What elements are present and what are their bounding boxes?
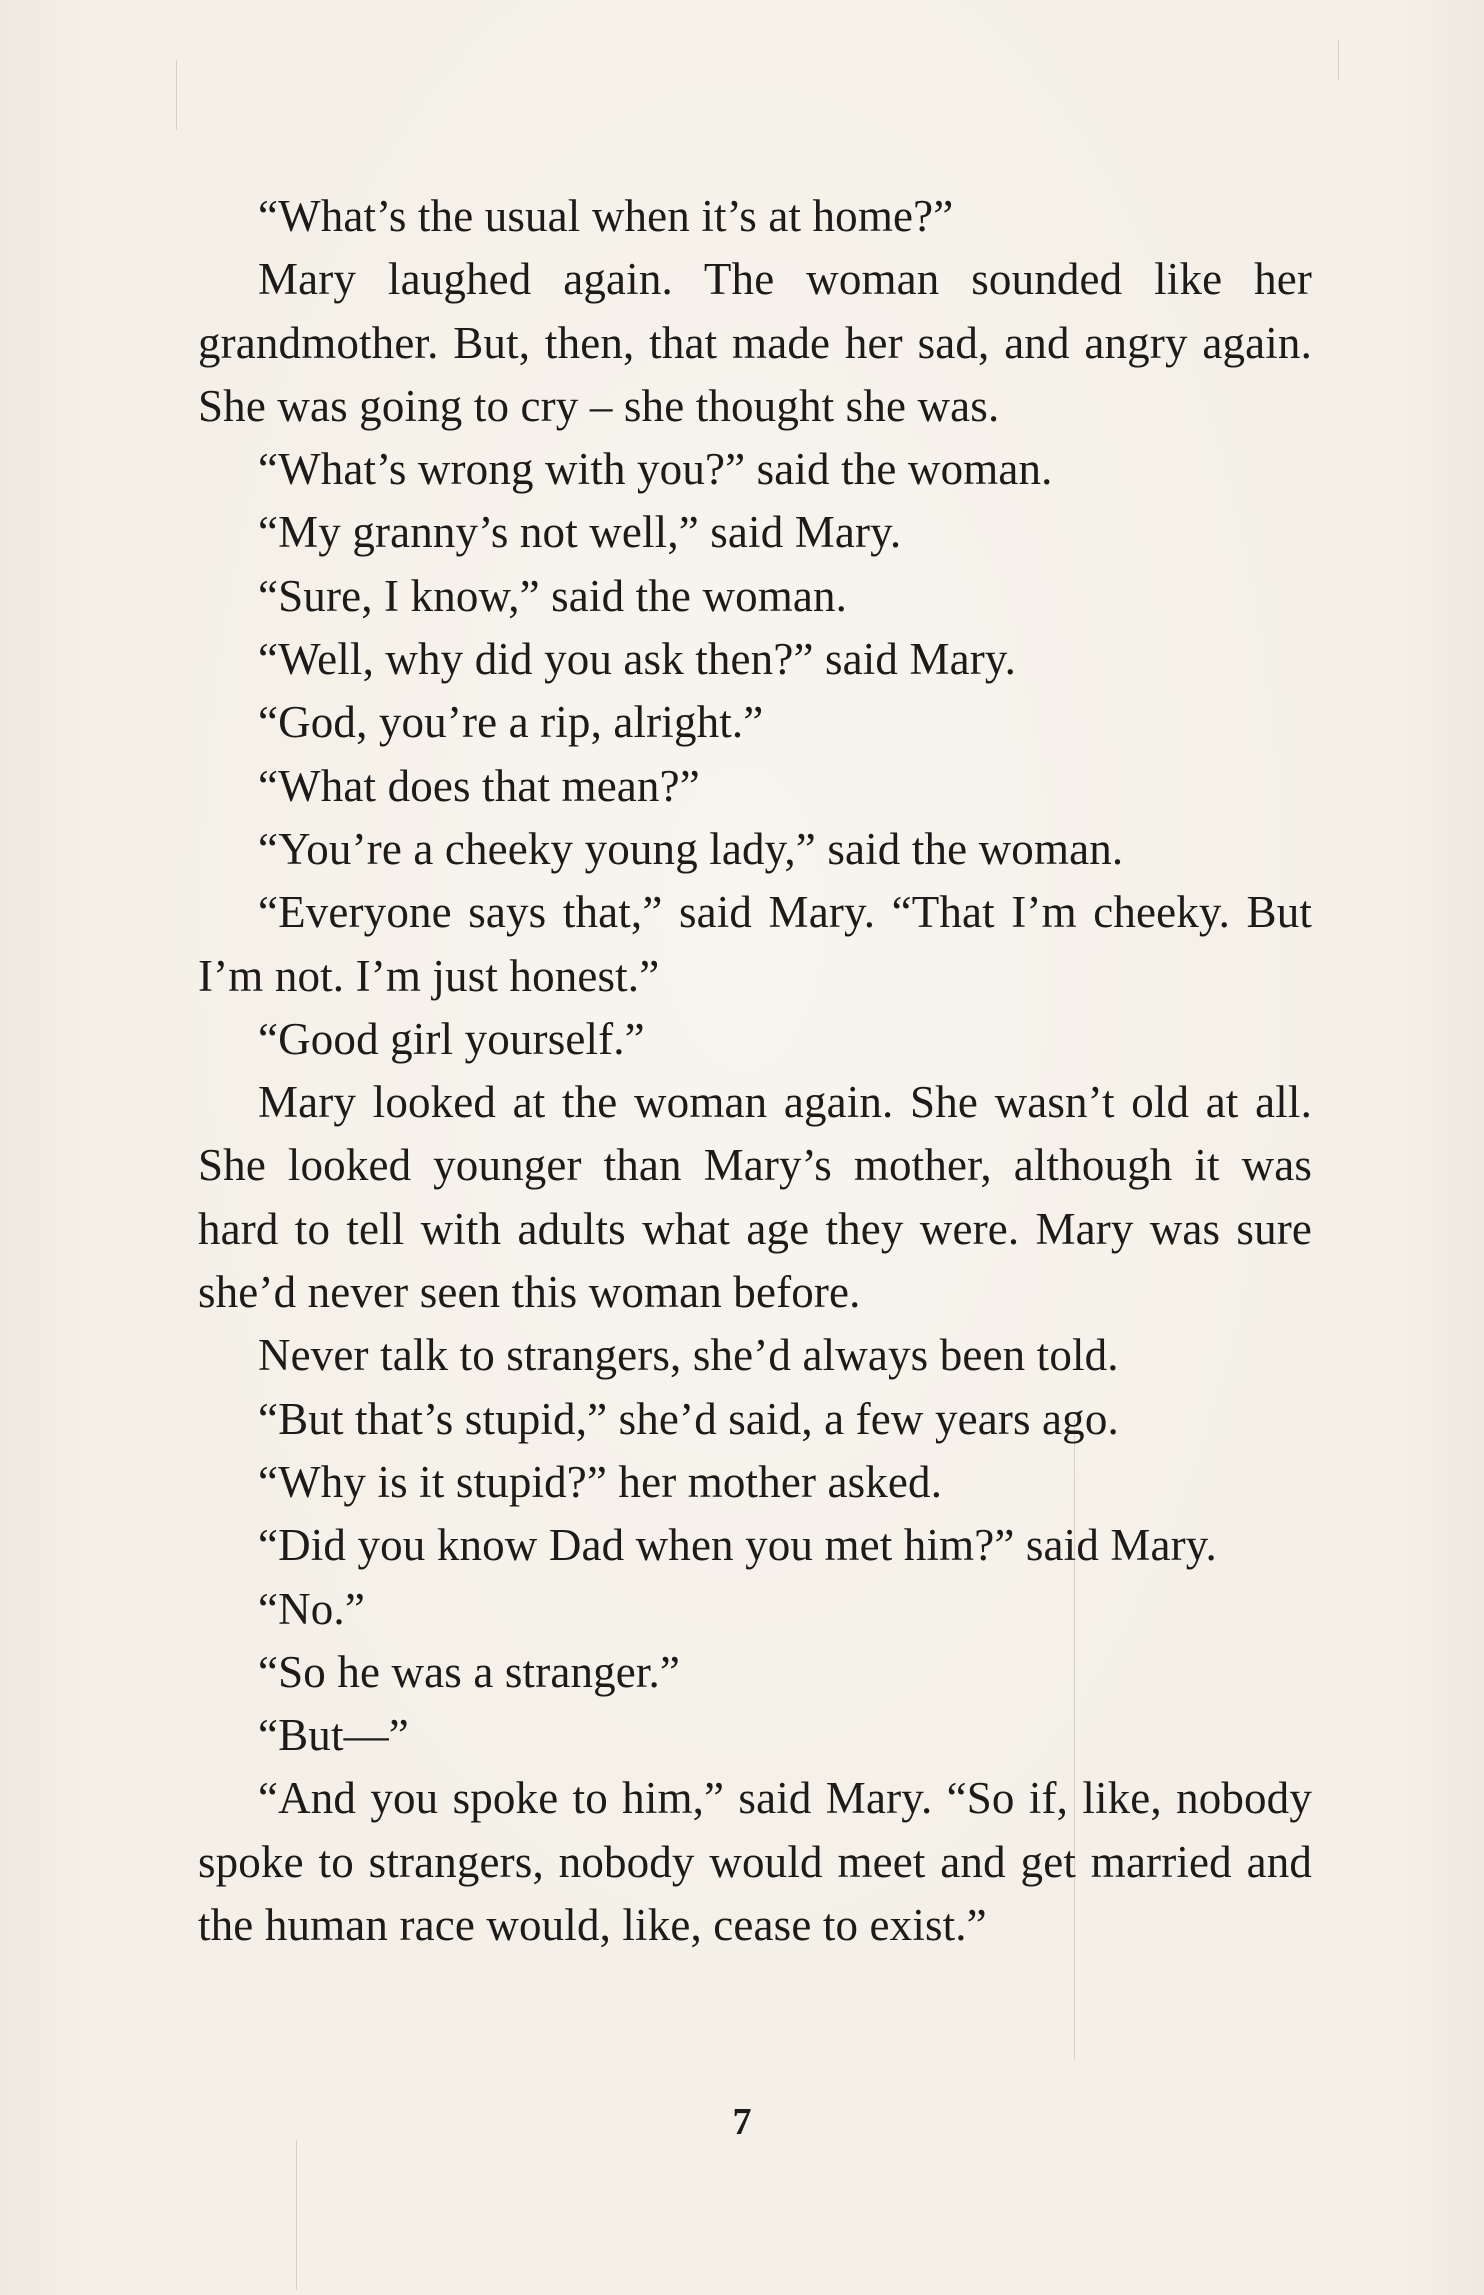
paragraph: “But that’s stupid,” she’d said, a few years ago. bbox=[258, 1393, 1119, 1444]
page-scuff-mark bbox=[1338, 40, 1339, 80]
paragraph: “Well, why did you ask then?” said Mary. bbox=[258, 634, 1017, 685]
paragraph: “Everyone says that,” said Mary. “That I’m cheeky. But I’m not. I’m just honest.” bbox=[198, 887, 1312, 1001]
page-scuff-mark bbox=[176, 60, 177, 130]
paragraph: “What does that mean?” bbox=[258, 760, 700, 811]
paragraph: “So he was a stranger.” bbox=[258, 1646, 681, 1697]
paragraph: “What’s the usual when it’s at home?” bbox=[258, 191, 954, 241]
paragraph: “But—” bbox=[258, 1710, 409, 1761]
page-number: 7 bbox=[732, 2101, 752, 2143]
paragraph: “And you spoke to him,” said Mary. “So if, like, nobody spoke to strangers, nobody would meet and get married and the human race would, like, cease to exist.” bbox=[198, 1773, 1312, 1951]
paragraph: “Why is it stupid?” her mother asked. bbox=[258, 1456, 943, 1507]
paragraph: “You’re a cheeky young lady,” said the woman. bbox=[258, 823, 1124, 874]
paragraph: “No.” bbox=[258, 1583, 365, 1634]
body-text bbox=[198, 185, 1312, 1957]
paragraph: “Did you know Dad when you met him?” said Mary. bbox=[258, 1520, 1217, 1571]
paragraph: Mary laughed again. The woman sounded like her grandmother. But, then, that made her sad, and angry again. She was going to cry – she thought she was. bbox=[198, 254, 1312, 431]
paragraph: “Good girl yourself.” bbox=[258, 1013, 645, 1064]
paragraph: “What’s wrong with you?” said the woman. bbox=[258, 444, 1053, 495]
paragraph: Never talk to strangers, she’d always been told. bbox=[258, 1330, 1119, 1381]
paragraph: “God, you’re a rip, alright.” bbox=[258, 697, 764, 748]
paragraph: “Sure, I know,” said the woman. bbox=[258, 570, 848, 621]
page-scuff-mark bbox=[296, 2140, 297, 2290]
paragraph: Mary looked at the woman again. She wasn’t old at all. She looked younger than Mary’s mother, although it was hard to tell with adults what age they were. Mary was sure she’d never seen this woman before. bbox=[198, 1077, 1312, 1318]
paragraph: “My granny’s not well,” said Mary. bbox=[258, 507, 902, 558]
